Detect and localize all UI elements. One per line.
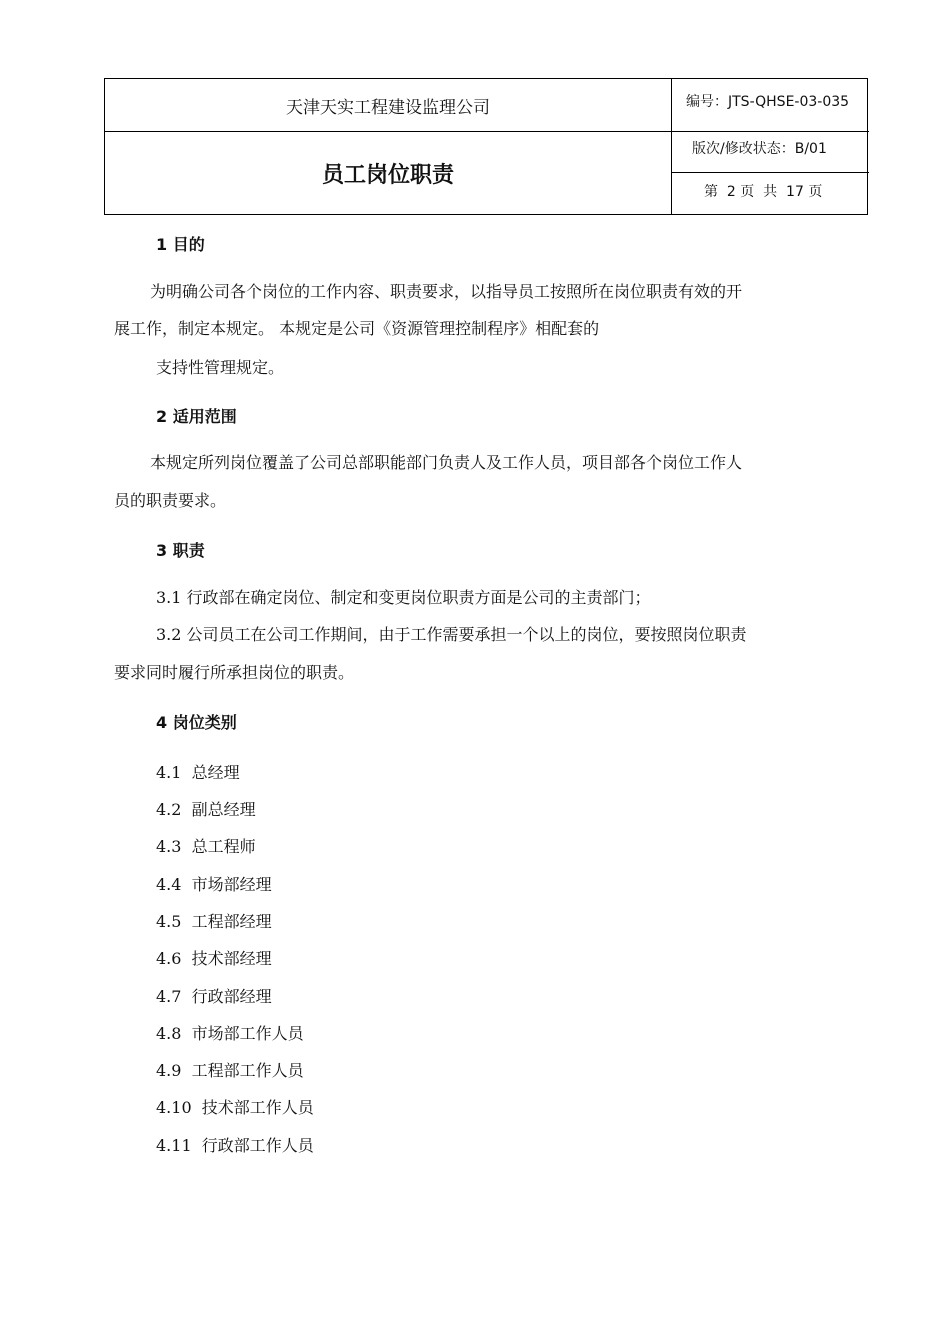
- list-item: 4.7 行政部经理: [156, 987, 272, 1006]
- document-title: 员工岗位职责: [321, 163, 454, 188]
- list-item: 4.6 技术部经理: [156, 949, 272, 968]
- header-divider: [672, 172, 869, 173]
- list-item: 4.10 技术部工作人员: [156, 1098, 314, 1117]
- paragraph-line: 支持性管理规定。: [156, 358, 285, 377]
- list-item: 4.3 总工程师: [156, 837, 256, 856]
- paragraph-line: 为明确公司各个岗位的工作内容、职责要求，以指导员工按照所在岗位职责有效的开: [150, 282, 743, 301]
- section-heading-purpose: 1 目的: [156, 235, 205, 254]
- page-indicator: 第 2 页 共 17 页: [704, 184, 823, 200]
- section-heading-positions: 4 岗位类别: [156, 713, 237, 732]
- paragraph-line: 3.1 行政部在确定岗位、制定和变更岗位职责方面是公司的主责部门；: [156, 588, 651, 607]
- list-item: 4.9 工程部工作人员: [156, 1061, 304, 1080]
- header-divider: [672, 131, 869, 132]
- list-item: 4.5 工程部经理: [156, 912, 272, 931]
- paragraph-line: 员的职责要求。: [114, 491, 227, 510]
- paragraph-line: 要求同时履行所承担岗位的职责。: [114, 663, 355, 682]
- list-item: 4.1 总经理: [156, 763, 240, 782]
- paragraph-line: 本规定所列岗位覆盖了公司总部职能部门负责人及工作人员，项目部各个岗位工作人: [150, 453, 743, 472]
- list-item: 4.4 市场部经理: [156, 875, 272, 894]
- list-item: 4.11 行政部工作人员: [156, 1136, 314, 1155]
- list-item: 4.2 副总经理: [156, 800, 256, 819]
- section-heading-responsibility: 3 职责: [156, 541, 205, 560]
- revision-status: 版次/修改状态：B/01: [692, 141, 827, 157]
- paragraph-line: 展工作，制定本规定。 本规定是公司《资源管理控制程序》相配套的: [114, 319, 600, 338]
- company-name: 天津天实工程建设监理公司: [286, 97, 490, 118]
- list-item: 4.8 市场部工作人员: [156, 1024, 304, 1043]
- document-header-table: [104, 78, 868, 215]
- paragraph-line: 3.2 公司员工在公司工作期间，由于工作需要承担一个以上的岗位，要按照岗位职责: [156, 625, 747, 644]
- document-number: 编号：JTS-QHSE-03-035: [686, 94, 850, 110]
- section-heading-scope: 2 适用范围: [156, 407, 237, 426]
